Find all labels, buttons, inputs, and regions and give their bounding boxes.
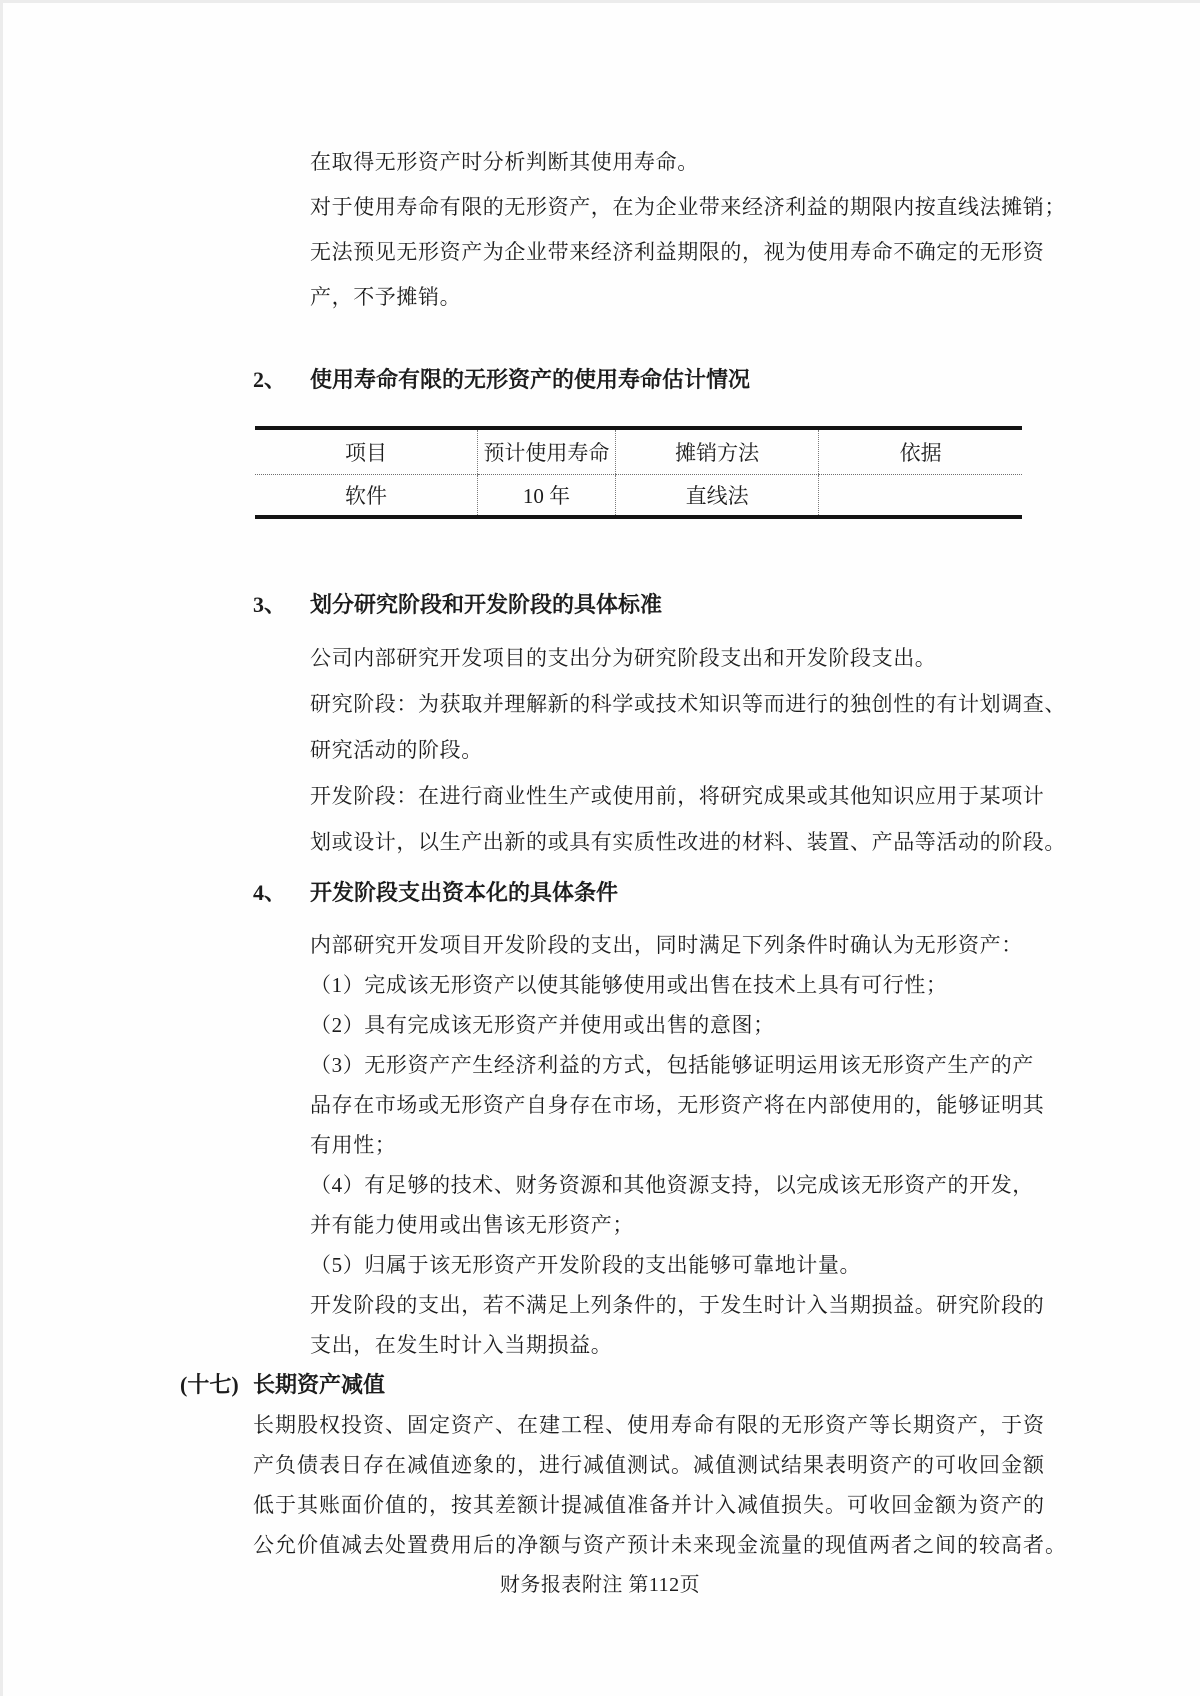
section-17-number: (十七) [180,1372,239,1397]
section-2-title: 使用寿命有限的无形资产的使用寿命估计情况 [310,367,751,392]
cell-basis [819,475,1022,518]
text-line: 产负债表日存在减值迹象的，进行减值测试。减值测试结果表明资产的可收回金额 [253,1453,1045,1477]
useful-life-table [255,426,1022,519]
table-header-item: 项目 [255,428,477,475]
intro-paragraph [310,140,1066,320]
text-line: 研究活动的阶段。 [310,738,483,762]
section-4-body [310,925,1045,1365]
page-footer: 财务报表附注 第112页 [499,1574,701,1596]
table-header-amortization-method: 摊销方法 [615,428,818,475]
text-line: 公允价值减去处置费用后的净额与资产预计未来现金流量的现值两者之间的较高者。 [253,1533,1067,1557]
section-17-title: 长期资产减值 [253,1372,386,1397]
text-line: 研究阶段：为获取并理解新的科学或技术知识等而进行的独创性的有计划调查、 [310,692,1066,716]
text-line: 无法预见无形资产为企业带来经济利益期限的，视为使用寿命不确定的无形资 [310,240,1045,264]
text-line: （5）归属于该无形资产开发阶段的支出能够可靠地计量。 [310,1253,862,1277]
text-line: （1）完成该无形资产以使其能够使用或出售在技术上具有可行性； [310,973,948,997]
cell-item: 软件 [344,484,387,508]
text-line: 产，不予摊销。 [310,285,462,309]
section-4-heading [253,877,1200,909]
section-3-number: 3、 [253,592,287,617]
section-17-heading [180,1365,1200,1405]
section-17-body [253,1405,1067,1565]
section-4-title: 开发阶段支出资本化的具体条件 [310,880,619,905]
text-line: 低于其账面价值的，按其差额计提减值准备并计入减值损失。可收回金额为资产的 [253,1493,1045,1517]
text-line: （4）有足够的技术、财务资源和其他资源支持，以完成该无形资产的开发， [310,1173,1034,1197]
text-line: 长期股权投资、固定资产、在建工程、使用寿命有限的无形资产等长期资产，于资 [253,1413,1045,1437]
table-row [255,475,1022,518]
text-line: 公司内部研究开发项目的支出分为研究阶段支出和开发阶段支出。 [310,646,937,670]
section-3-body [310,635,1066,865]
text-line: 有用性； [310,1133,397,1157]
table-header-useful-life: 预计使用寿命 [477,428,615,475]
text-line: 并有能力使用或出售该无形资产； [310,1213,634,1237]
cell-useful-life: 10 年 [477,475,615,518]
text-line: （3）无形资产产生经济利益的方式，包括能够证明运用该无形资产生产的产 [310,1053,1034,1077]
text-line: 划或设计，以生产出新的或具有实质性改进的材料、装置、产品等活动的阶段。 [310,830,1066,854]
text-line: 开发阶段的支出，若不满足上列条件的，于发生时计入当期损益。研究阶段的 [310,1293,1045,1317]
text-line: （2）具有完成该无形资产并使用或出售的意图； [310,1013,775,1037]
section-4-number: 4、 [253,880,287,905]
section-3-title: 划分研究阶段和开发阶段的具体标准 [310,592,663,617]
text-line: 内部研究开发项目开发阶段的支出，同时满足下列条件时确认为无形资产： [310,933,1023,957]
text-line: 开发阶段：在进行商业性生产或使用前，将研究成果或其他知识应用于某项计 [310,784,1045,808]
table-header-basis: 依据 [819,428,1022,475]
text-line: 品存在市场或无形资产自身存在市场，无形资产将在内部使用的，能够证明其 [310,1093,1045,1117]
text-line: 支出，在发生时计入当期损益。 [310,1333,613,1357]
section-3-heading [253,589,1200,621]
table-header-row [255,428,1022,475]
cell-amortization-method: 直线法 [615,475,818,518]
text-line: 对于使用寿命有限的无形资产，在为企业带来经济利益的期限内按直线法摊销； [310,195,1066,219]
section-2-number: 2、 [253,367,287,392]
text-line: 在取得无形资产时分析判断其使用寿命。 [310,150,699,174]
section-2-heading [253,364,1200,396]
